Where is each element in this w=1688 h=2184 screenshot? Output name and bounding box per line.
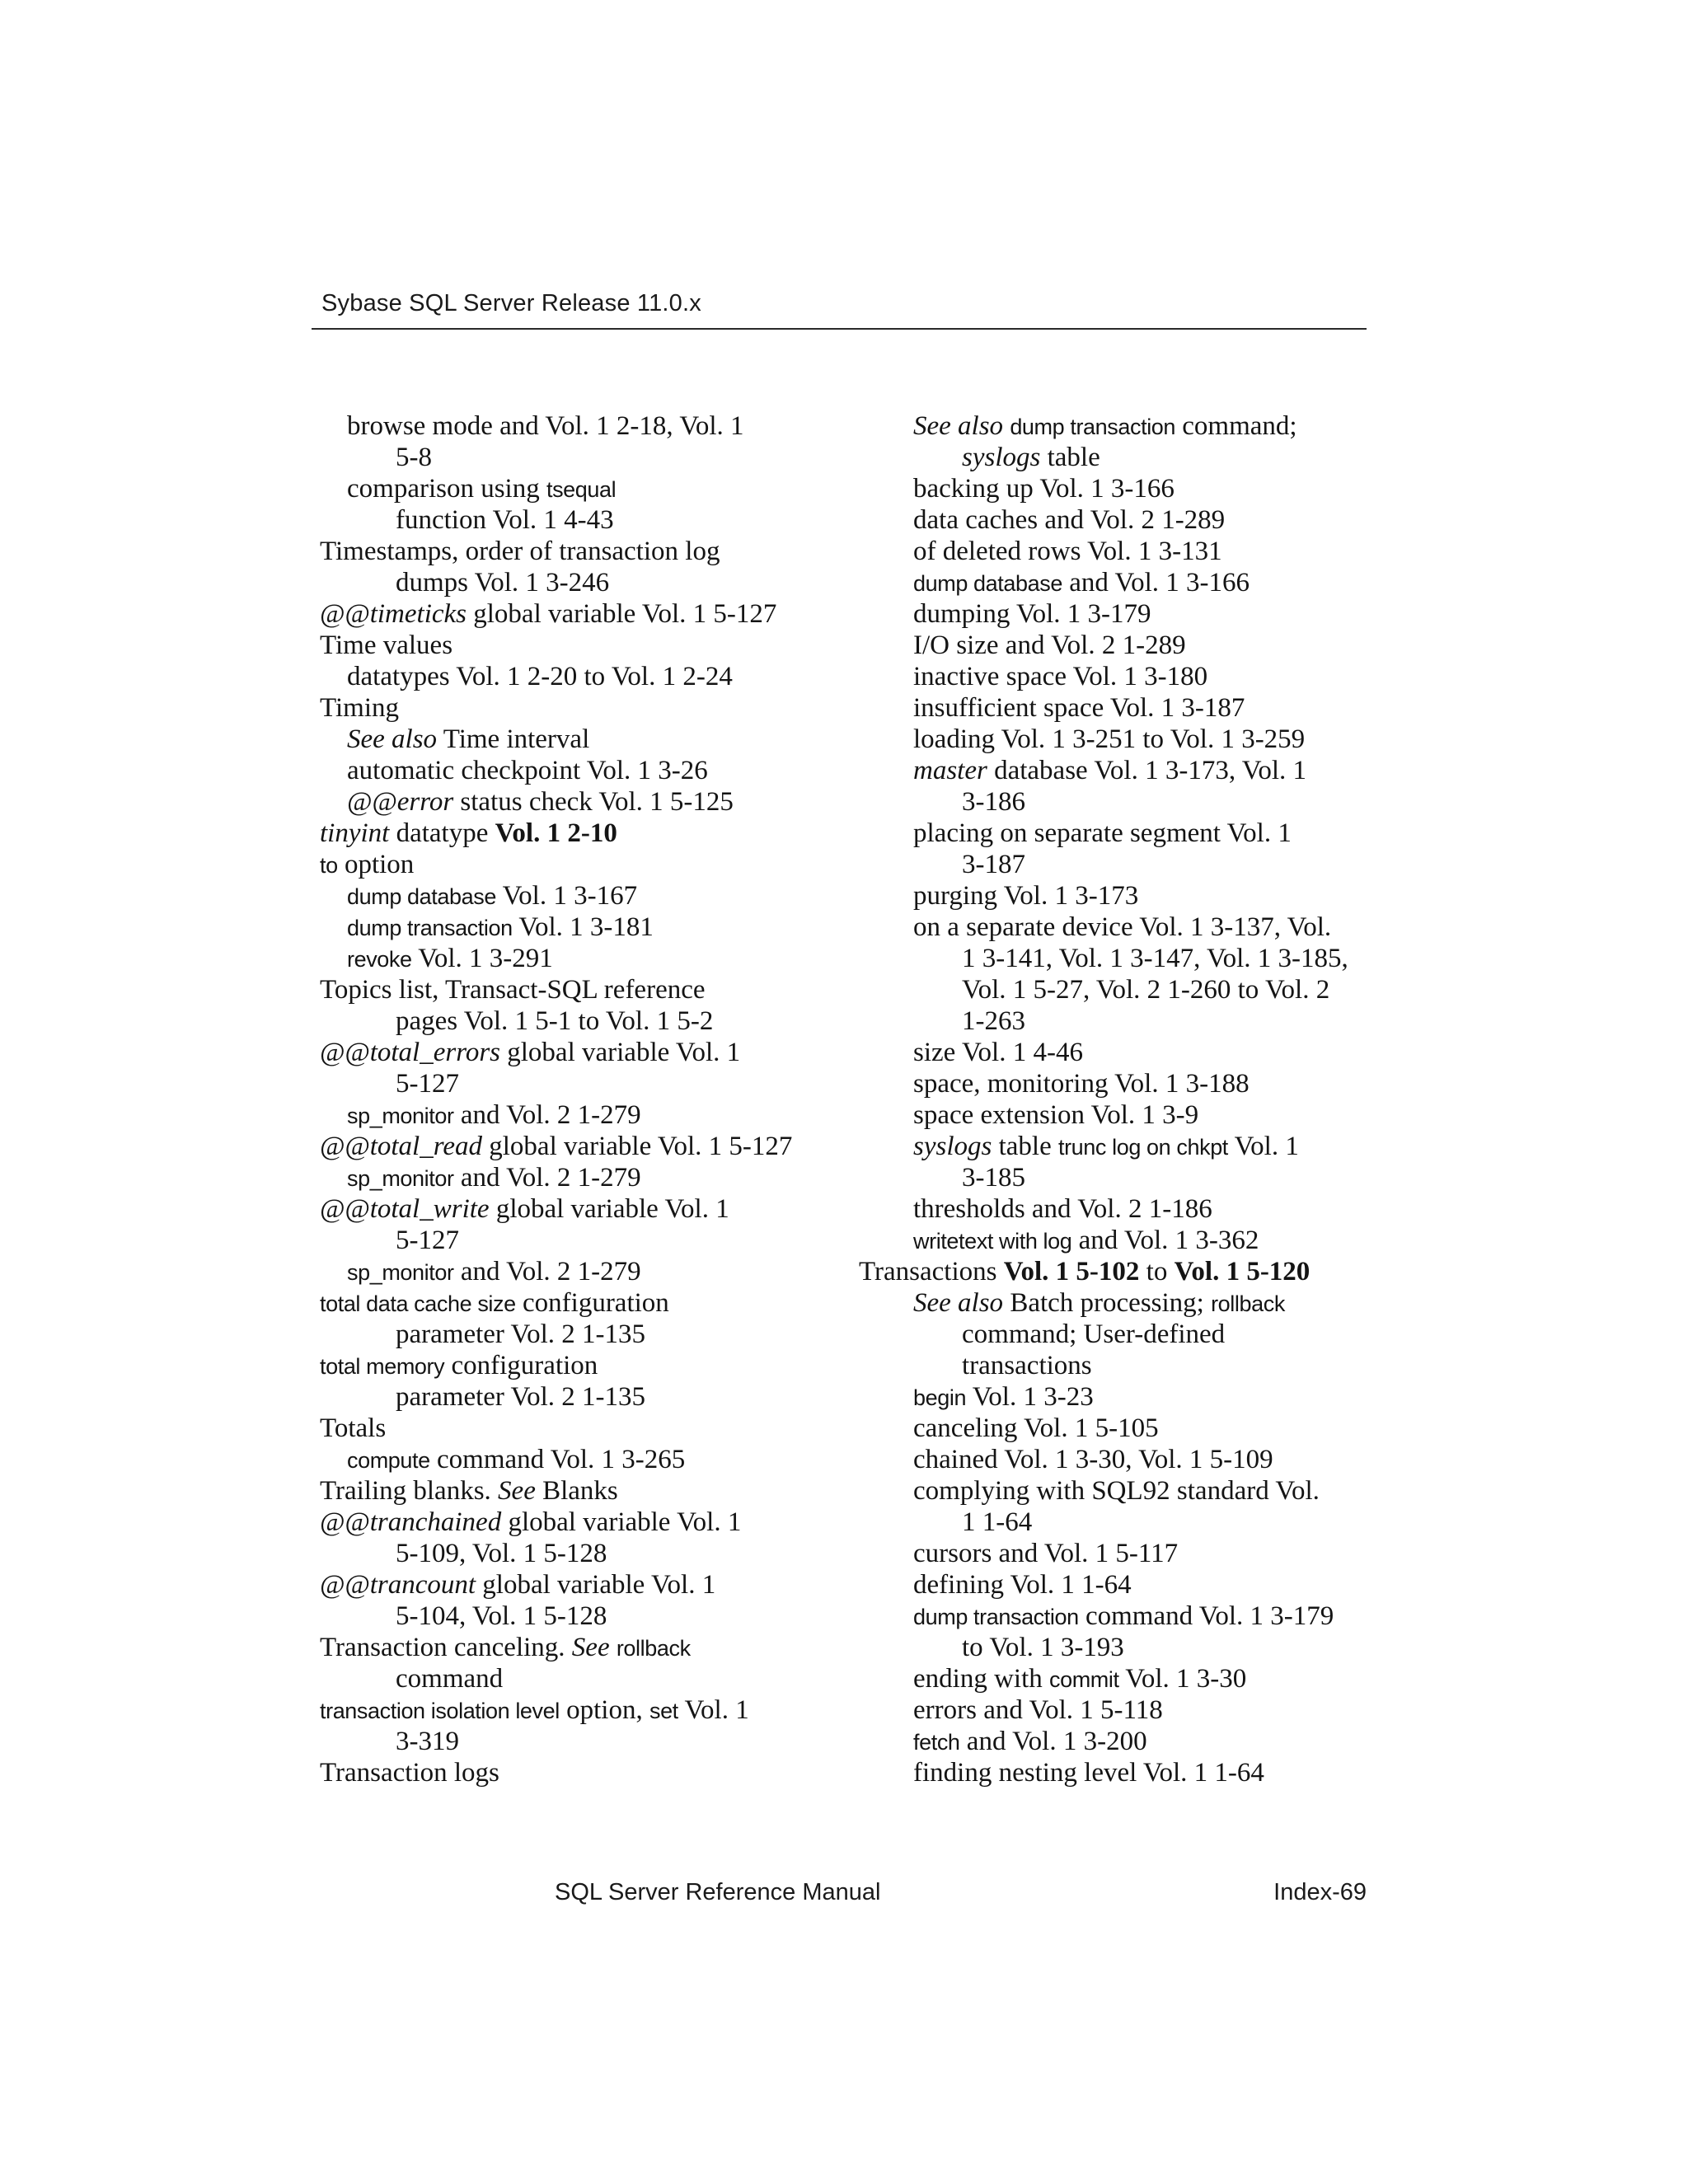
- index-subentry: [320, 661, 814, 692]
- entry-text: Transaction canceling.: [320, 1633, 572, 1662]
- index-continuation: [320, 1319, 814, 1350]
- bold-reference: Vol. 1 5-120: [1174, 1257, 1311, 1286]
- command-keyword: rollback: [616, 1636, 691, 1661]
- entry-text: database Vol. 1 3-173, Vol. 1: [987, 756, 1306, 785]
- index-continuation: [886, 1162, 1381, 1193]
- index-continuation: [886, 943, 1381, 974]
- index-subentry: [320, 410, 814, 442]
- italic-term: See also: [347, 724, 438, 754]
- index-subentry: [886, 1193, 1381, 1225]
- entry-text: comparison using: [347, 474, 546, 504]
- entry-text: command Vol. 1 3-179: [1078, 1601, 1334, 1631]
- bold-reference: Vol. 1 5-102: [1003, 1257, 1140, 1286]
- command-keyword: fetch: [913, 1730, 960, 1755]
- entry-text: 5-109, Vol. 1 5-128: [396, 1539, 607, 1568]
- command-keyword: to: [320, 853, 338, 878]
- entry-text: configuration: [515, 1288, 669, 1318]
- index-continuation: [886, 1005, 1381, 1037]
- index-subentry: [886, 567, 1381, 598]
- index-column-left: [320, 410, 814, 1788]
- entry-text: configuration: [444, 1351, 598, 1380]
- entry-text: Totals: [320, 1413, 387, 1443]
- index-subentry: [320, 724, 814, 755]
- index-entry: [320, 1475, 814, 1507]
- index-subentry: [320, 1256, 814, 1287]
- page-number: Index-69: [1273, 1879, 1367, 1905]
- italic-term: master: [913, 756, 987, 785]
- running-header: Sybase SQL Server Release 11.0.x: [321, 290, 701, 316]
- entry-text: 5-127: [396, 1226, 459, 1255]
- index-subentry: [886, 1726, 1381, 1757]
- index-subentry: [886, 1444, 1381, 1475]
- index-subentry: [320, 880, 814, 912]
- index-entry: [320, 1507, 814, 1538]
- entry-text: pages Vol. 1 5-1 to Vol. 1 5-2: [396, 1006, 714, 1036]
- entry-text: I/O size and Vol. 2 1-289: [913, 630, 1186, 660]
- index-subentry: [886, 473, 1381, 504]
- index-continuation: [886, 1632, 1381, 1663]
- index-continuation: [886, 1507, 1381, 1538]
- index-entry: [320, 692, 814, 724]
- footer-manual-title: SQL Server Reference Manual: [555, 1879, 881, 1905]
- italic-term: See also: [913, 1288, 1004, 1318]
- index-subentry: [320, 912, 814, 943]
- index-entry: [320, 1569, 814, 1601]
- index-subentry: [886, 1131, 1381, 1162]
- command-keyword: total memory: [320, 1354, 445, 1379]
- index-subentry: [886, 410, 1381, 442]
- index-subentry: [886, 880, 1381, 912]
- entry-text: to: [1139, 1257, 1175, 1286]
- entry-text: placing on separate segment Vol. 1: [913, 818, 1292, 848]
- entry-text: global variable Vol. 1 5-127: [467, 599, 777, 629]
- index-continuation: [886, 1350, 1381, 1381]
- index-subentry: [886, 598, 1381, 630]
- index-subentry: [886, 912, 1381, 943]
- entry-text: automatic checkpoint Vol. 1 3-26: [347, 756, 708, 785]
- index-continuation: [320, 1068, 814, 1099]
- entry-text: Timestamps, order of transaction log: [320, 537, 720, 566]
- index-continuation: [320, 1381, 814, 1413]
- command-keyword: transaction isolation level: [320, 1699, 560, 1723]
- index-subentry: [886, 1757, 1381, 1788]
- index-entry: [320, 974, 814, 1005]
- entry-text: Time values: [320, 630, 453, 660]
- command-keyword: writetext with log: [913, 1229, 1072, 1254]
- command-keyword: total data cache size: [320, 1291, 516, 1316]
- index-subentry: [886, 630, 1381, 661]
- entry-text: inactive space Vol. 1 3-180: [913, 662, 1208, 691]
- italic-term: @@error: [347, 787, 454, 817]
- entry-text: status check Vol. 1 5-125: [453, 787, 734, 817]
- entry-text: 1 3-141, Vol. 1 3-147, Vol. 1 3-185,: [962, 944, 1348, 973]
- entry-text: transactions: [962, 1351, 1092, 1380]
- entry-text: parameter Vol. 2 1-135: [396, 1382, 646, 1412]
- italic-term: tinyint: [320, 818, 390, 848]
- index-continuation: [320, 1225, 814, 1256]
- italic-term: See: [571, 1633, 610, 1662]
- index-continuation: [886, 974, 1381, 1005]
- index-subentry: [886, 1475, 1381, 1507]
- entry-text: purging Vol. 1 3-173: [913, 881, 1139, 911]
- italic-term: @@tranchained: [320, 1507, 502, 1537]
- entry-text: errors and Vol. 1 5-118: [913, 1695, 1163, 1725]
- entry-text: dumps Vol. 1 3-246: [396, 568, 610, 598]
- entry-text: and Vol. 1 3-200: [959, 1727, 1147, 1756]
- entry-text: table: [1040, 443, 1100, 472]
- italic-term: @@timeticks: [320, 599, 467, 629]
- entry-text: global variable Vol. 1: [476, 1570, 716, 1600]
- index-entry: [859, 1256, 1381, 1287]
- entry-text: 3-185: [962, 1163, 1025, 1193]
- entry-text: complying with SQL92 standard Vol.: [913, 1476, 1320, 1506]
- entry-text: Vol. 1 5-27, Vol. 2 1-260 to Vol. 2: [962, 975, 1330, 1005]
- entry-text: 5-104, Vol. 1 5-128: [396, 1601, 607, 1631]
- entry-text: dumping Vol. 1 3-179: [913, 599, 1151, 629]
- index-entry: [320, 1287, 814, 1319]
- command-keyword: dump transaction: [913, 1605, 1079, 1629]
- index-entry: [320, 1694, 814, 1726]
- entry-text: table: [992, 1132, 1058, 1161]
- index-subentry: [886, 1381, 1381, 1413]
- entry-text: 1-263: [962, 1006, 1025, 1036]
- index-subentry: [320, 786, 814, 818]
- entry-text: chained Vol. 1 3-30, Vol. 1 5-109: [913, 1445, 1273, 1474]
- entry-text: data caches and Vol. 2 1-289: [913, 505, 1226, 535]
- command-keyword: dump transaction: [347, 916, 513, 940]
- entry-text: backing up Vol. 1 3-166: [913, 474, 1175, 504]
- entry-text: Vol. 1 3-23: [966, 1382, 1094, 1412]
- index-entry: [320, 1350, 814, 1381]
- entry-text: command; User-defined: [962, 1319, 1226, 1349]
- index-continuation: [320, 442, 814, 473]
- index-entry: [320, 598, 814, 630]
- index-subentry: [886, 1287, 1381, 1319]
- entry-text: space, monitoring Vol. 1 3-188: [913, 1069, 1250, 1099]
- entry-text: 3-186: [962, 787, 1025, 817]
- index-subentry: [886, 1068, 1381, 1099]
- entry-text: and Vol. 2 1-279: [453, 1163, 641, 1193]
- entry-text: loading Vol. 1 3-251 to Vol. 1 3-259: [913, 724, 1306, 754]
- entry-text: datatypes Vol. 1 2-20 to Vol. 1 2-24: [347, 662, 733, 691]
- command-keyword: dump database: [913, 571, 1062, 596]
- entry-text: defining Vol. 1 1-64: [913, 1570, 1132, 1600]
- index-subentry: [886, 818, 1381, 849]
- index-entry: [320, 849, 814, 880]
- entry-text: parameter Vol. 2 1-135: [396, 1319, 646, 1349]
- index-column-right: [859, 410, 1381, 1788]
- index-subentry: [886, 755, 1381, 786]
- entry-text: insufficient space Vol. 1 3-187: [913, 693, 1245, 723]
- index-entry: [320, 1632, 814, 1663]
- index-subentry: [320, 755, 814, 786]
- entry-text: Topics list, Transact-SQL reference: [320, 975, 706, 1005]
- index-continuation: [320, 567, 814, 598]
- entry-text: function Vol. 1 4-43: [396, 505, 614, 535]
- entry-text: and Vol. 2 1-279: [453, 1257, 641, 1286]
- index-entry: [320, 818, 814, 849]
- index-continuation: [320, 1663, 814, 1694]
- command-keyword: sp_monitor: [347, 1104, 454, 1128]
- entry-text: Batch processing;: [1003, 1288, 1212, 1318]
- entry-text: Transaction logs: [320, 1758, 499, 1788]
- index-subentry: [320, 1444, 814, 1475]
- command-keyword: dump database: [347, 884, 496, 909]
- index-continuation: [320, 1601, 814, 1632]
- index-entry: [320, 1037, 814, 1068]
- index-subentry: [886, 1694, 1381, 1726]
- entry-text: ending with: [913, 1664, 1049, 1694]
- index-subentry: [886, 536, 1381, 567]
- entry-text: Transactions: [859, 1257, 1004, 1286]
- entry-text: Timing: [320, 693, 400, 723]
- entry-text: and Vol. 1 3-166: [1062, 568, 1250, 598]
- italic-term: @@trancount: [320, 1570, 476, 1600]
- command-keyword: rollback: [1211, 1291, 1285, 1316]
- index-entry: [320, 1131, 814, 1162]
- index-subentry: [886, 661, 1381, 692]
- entry-text: command;: [1175, 411, 1297, 441]
- entry-text: Time interval: [437, 724, 590, 754]
- entry-text: of deleted rows Vol. 1 3-131: [913, 537, 1222, 566]
- index-subentry: [886, 1037, 1381, 1068]
- bold-reference: Vol. 1 2-10: [495, 818, 617, 848]
- entry-text: 3-187: [962, 850, 1025, 879]
- index-subentry: [320, 1162, 814, 1193]
- index-subentry: [320, 943, 814, 974]
- index-subentry: [886, 1413, 1381, 1444]
- command-keyword: sp_monitor: [347, 1166, 454, 1191]
- index-subentry: [886, 1601, 1381, 1632]
- index-subentry: [320, 473, 814, 504]
- index-continuation: [320, 1726, 814, 1757]
- entry-text: command Vol. 1 3-265: [429, 1445, 686, 1474]
- entry-text: 1 1-64: [962, 1507, 1033, 1537]
- index-continuation: [320, 504, 814, 536]
- command-keyword: begin: [913, 1385, 967, 1410]
- italic-term: @@total_errors: [320, 1038, 501, 1067]
- italic-term: syslogs: [913, 1132, 992, 1161]
- index-subentry: [886, 1538, 1381, 1569]
- entry-text: 5-8: [396, 443, 432, 472]
- entry-text: on a separate device Vol. 1 3-137, Vol.: [913, 912, 1332, 942]
- entry-text: Vol. 1 3-181: [512, 912, 654, 942]
- command-keyword: commit: [1048, 1667, 1119, 1692]
- command-keyword: set: [649, 1699, 678, 1723]
- entry-text: global variable Vol. 1: [500, 1038, 741, 1067]
- entry-text: 5-127: [396, 1069, 459, 1099]
- index-subentry: [886, 1225, 1381, 1256]
- index-entry: [320, 1757, 814, 1788]
- entry-text: command: [396, 1664, 504, 1694]
- index-continuation: [320, 1005, 814, 1037]
- italic-term: @@total_write: [320, 1194, 490, 1224]
- index-subentry: [886, 1569, 1381, 1601]
- entry-text: Vol. 1 3-30: [1118, 1664, 1247, 1694]
- entry-text: to Vol. 1 3-193: [962, 1633, 1124, 1662]
- index-entry: [320, 1413, 814, 1444]
- entry-text: space extension Vol. 1 3-9: [913, 1100, 1199, 1130]
- entry-text: thresholds and Vol. 2 1-186: [913, 1194, 1212, 1224]
- header-rule: [312, 328, 1367, 330]
- index-continuation: [886, 442, 1381, 473]
- entry-text: Vol. 1 3-167: [495, 881, 638, 911]
- entry-text: option: [337, 850, 415, 879]
- entry-text: Blanks: [535, 1476, 618, 1506]
- entry-text: canceling Vol. 1 5-105: [913, 1413, 1159, 1443]
- index-subentry: [886, 1663, 1381, 1694]
- entry-text: and Vol. 2 1-279: [453, 1100, 641, 1130]
- command-keyword: trunc log on chkpt: [1057, 1135, 1228, 1160]
- index-continuation: [886, 849, 1381, 880]
- entry-text: 3-319: [396, 1727, 459, 1756]
- italic-term: @@total_read: [320, 1132, 482, 1161]
- entry-text: finding nesting level Vol. 1 1-64: [913, 1758, 1264, 1788]
- index-continuation: [886, 786, 1381, 818]
- entry-text: cursors and Vol. 1 5-117: [913, 1539, 1179, 1568]
- entry-text: size Vol. 1 4-46: [913, 1038, 1083, 1067]
- entry-text: global variable Vol. 1 5-127: [482, 1132, 793, 1161]
- index-entry: [320, 536, 814, 567]
- italic-term: See also: [913, 411, 1004, 441]
- entry-text: Trailing blanks.: [320, 1476, 499, 1506]
- index-subentry: [886, 1099, 1381, 1131]
- index-subentry: [886, 724, 1381, 755]
- entry-text: Vol. 1 3-291: [411, 944, 553, 973]
- index-continuation: [320, 1538, 814, 1569]
- index-subentry: [886, 692, 1381, 724]
- italic-term: See: [498, 1476, 536, 1506]
- index-subentry: [320, 1099, 814, 1131]
- command-keyword: compute: [347, 1448, 430, 1473]
- entry-text: and Vol. 1 3-362: [1071, 1226, 1259, 1255]
- entry-text: [610, 1633, 617, 1662]
- command-keyword: revoke: [347, 947, 412, 972]
- command-keyword: sp_monitor: [347, 1260, 454, 1285]
- entry-text: global variable Vol. 1: [501, 1507, 742, 1537]
- entry-text: Vol. 1: [1227, 1132, 1299, 1161]
- command-keyword: tsequal: [546, 477, 617, 502]
- index-entry: [320, 1193, 814, 1225]
- italic-term: syslogs: [962, 443, 1041, 472]
- index-subentry: [886, 504, 1381, 536]
- entry-text: Vol. 1: [678, 1695, 749, 1725]
- entry-text: browse mode and Vol. 1 2-18, Vol. 1: [347, 411, 744, 441]
- index-entry: [320, 630, 814, 661]
- index-continuation: [886, 1319, 1381, 1350]
- entry-text: datatype: [389, 818, 495, 848]
- command-keyword: dump transaction: [1010, 415, 1176, 439]
- entry-text: global variable Vol. 1: [489, 1194, 729, 1224]
- entry-text: option,: [559, 1695, 649, 1725]
